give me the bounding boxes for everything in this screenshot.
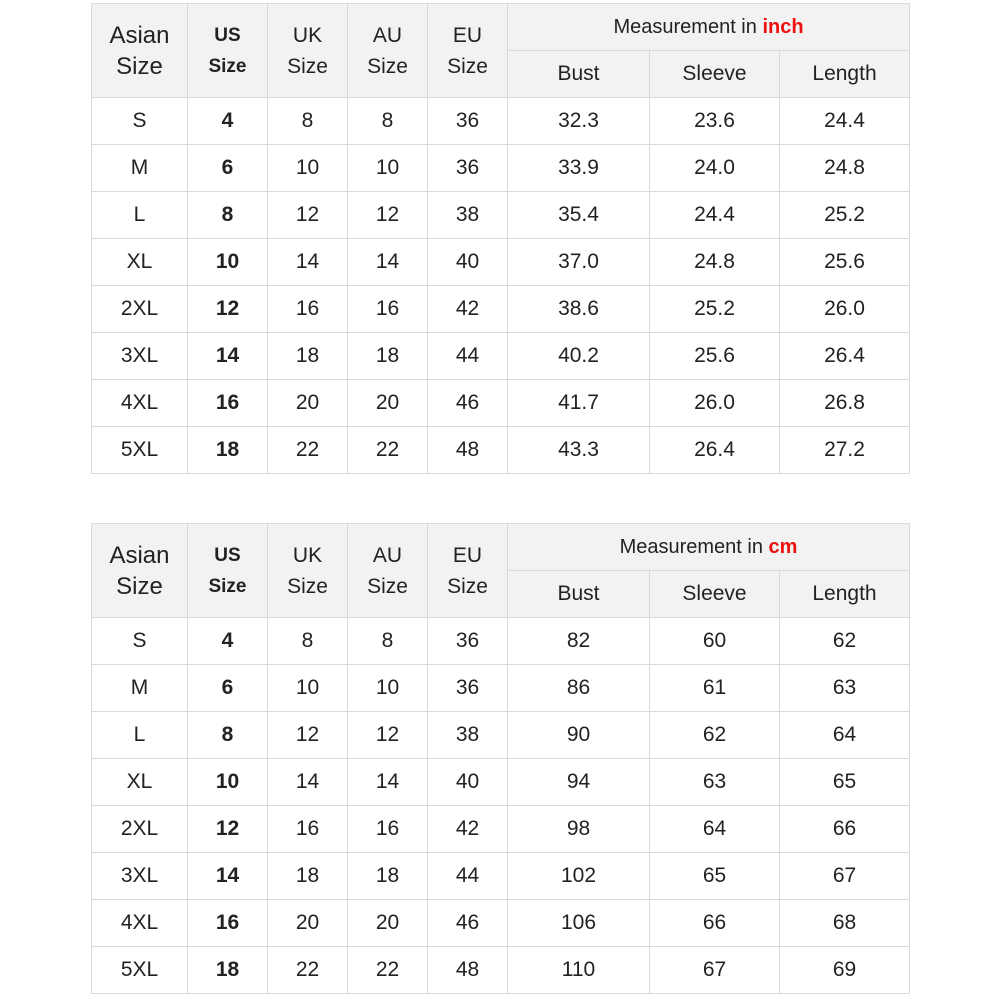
asian-size-cell: S	[92, 618, 188, 665]
eu-size-cell: 42	[428, 806, 508, 853]
table-row	[92, 427, 910, 474]
sleeve-cell: 64	[650, 806, 780, 853]
sleeve-cell: 24.4	[650, 192, 780, 239]
bust-cell: 94	[508, 759, 650, 806]
au-size-cell: 14	[348, 759, 428, 806]
eu-size-cell: 36	[428, 98, 508, 145]
asian-size-cell: XL	[92, 239, 188, 286]
us-size-cell: 4	[188, 98, 268, 145]
us-size-cell: 12	[188, 806, 268, 853]
eu-size-header: EU Size	[428, 524, 508, 618]
uk-size-cell: 14	[268, 759, 348, 806]
size-chart-cm	[91, 523, 910, 994]
uk-size-cell: 20	[268, 380, 348, 427]
au-size-cell: 16	[348, 806, 428, 853]
uk-size-cell: 18	[268, 853, 348, 900]
sleeve-cell: 63	[650, 759, 780, 806]
table-row	[92, 853, 910, 900]
length-cell: 24.4	[780, 98, 910, 145]
length-header: Length	[780, 51, 910, 98]
bust-cell: 41.7	[508, 380, 650, 427]
au-size-cell: 22	[348, 427, 428, 474]
eu-size-cell: 44	[428, 853, 508, 900]
length-cell: 26.4	[780, 333, 910, 380]
au-size-cell: 18	[348, 853, 428, 900]
bust-cell: 40.2	[508, 333, 650, 380]
bust-cell: 106	[508, 900, 650, 947]
eu-size-cell: 48	[428, 947, 508, 994]
bust-cell: 35.4	[508, 192, 650, 239]
us-size-cell: 16	[188, 900, 268, 947]
bust-cell: 82	[508, 618, 650, 665]
uk-size-header: UK Size	[268, 4, 348, 98]
asian-size-cell: L	[92, 712, 188, 759]
asian-size-cell: M	[92, 145, 188, 192]
eu-size-cell: 40	[428, 759, 508, 806]
au-size-cell: 22	[348, 947, 428, 994]
asian-size-cell: L	[92, 192, 188, 239]
table-row	[92, 759, 910, 806]
eu-size-cell: 48	[428, 427, 508, 474]
uk-size-cell: 8	[268, 98, 348, 145]
us-size-cell: 4	[188, 618, 268, 665]
au-size-cell: 14	[348, 239, 428, 286]
uk-size-cell: 10	[268, 145, 348, 192]
size-rows	[92, 98, 910, 474]
au-size-header: AU Size	[348, 4, 428, 98]
table-row	[92, 900, 910, 947]
table-row	[92, 618, 910, 665]
eu-size-cell: 36	[428, 665, 508, 712]
sleeve-cell: 25.2	[650, 286, 780, 333]
asian-size-cell: XL	[92, 759, 188, 806]
length-cell: 25.6	[780, 239, 910, 286]
eu-size-cell: 38	[428, 192, 508, 239]
us-size-cell: 6	[188, 145, 268, 192]
us-size-cell: 18	[188, 427, 268, 474]
asian-size-header: Asian Size	[92, 4, 188, 98]
measurement-header	[508, 524, 910, 571]
asian-size-cell: 5XL	[92, 427, 188, 474]
sleeve-cell: 61	[650, 665, 780, 712]
table-row	[92, 712, 910, 759]
length-cell: 24.8	[780, 145, 910, 192]
table-row	[92, 947, 910, 994]
length-cell: 62	[780, 618, 910, 665]
uk-size-cell: 14	[268, 239, 348, 286]
eu-size-cell: 46	[428, 380, 508, 427]
sleeve-cell: 24.0	[650, 145, 780, 192]
length-cell: 65	[780, 759, 910, 806]
table-row	[92, 239, 910, 286]
measurement-unit: cm	[768, 535, 798, 558]
us-size-cell: 8	[188, 712, 268, 759]
uk-size-cell: 16	[268, 806, 348, 853]
table-row	[92, 286, 910, 333]
uk-size-cell: 8	[268, 618, 348, 665]
uk-size-cell: 12	[268, 192, 348, 239]
length-cell: 26.0	[780, 286, 910, 333]
asian-size-cell: S	[92, 98, 188, 145]
au-size-cell: 20	[348, 900, 428, 947]
measurement-unit: inch	[762, 15, 804, 38]
us-size-cell: 14	[188, 853, 268, 900]
length-cell: 64	[780, 712, 910, 759]
eu-size-cell: 46	[428, 900, 508, 947]
table-row	[92, 333, 910, 380]
sleeve-cell: 66	[650, 900, 780, 947]
uk-size-cell: 22	[268, 947, 348, 994]
us-size-cell: 10	[188, 759, 268, 806]
bust-cell: 110	[508, 947, 650, 994]
sleeve-cell: 65	[650, 853, 780, 900]
sleeve-cell: 23.6	[650, 98, 780, 145]
eu-size-cell: 42	[428, 286, 508, 333]
bust-cell: 90	[508, 712, 650, 759]
us-size-cell: 18	[188, 947, 268, 994]
sleeve-cell: 26.4	[650, 427, 780, 474]
size-rows	[92, 618, 910, 994]
au-size-cell: 12	[348, 192, 428, 239]
asian-size-cell: 3XL	[92, 333, 188, 380]
au-size-cell: 8	[348, 98, 428, 145]
sleeve-header: Sleeve	[650, 51, 780, 98]
table-row	[92, 192, 910, 239]
us-size-cell: 16	[188, 380, 268, 427]
bust-cell: 102	[508, 853, 650, 900]
length-cell: 68	[780, 900, 910, 947]
au-size-cell: 8	[348, 618, 428, 665]
sleeve-cell: 25.6	[650, 333, 780, 380]
au-size-cell: 20	[348, 380, 428, 427]
bust-cell: 98	[508, 806, 650, 853]
length-cell: 69	[780, 947, 910, 994]
us-size-cell: 6	[188, 665, 268, 712]
asian-size-header: Asian Size	[92, 524, 188, 618]
au-size-cell: 16	[348, 286, 428, 333]
length-cell: 67	[780, 853, 910, 900]
bust-cell: 33.9	[508, 145, 650, 192]
us-size-cell: 12	[188, 286, 268, 333]
asian-size-cell: 2XL	[92, 286, 188, 333]
uk-size-cell: 20	[268, 900, 348, 947]
length-cell: 26.8	[780, 380, 910, 427]
sleeve-header: Sleeve	[650, 571, 780, 618]
eu-size-cell: 36	[428, 145, 508, 192]
measurement-label: Measurement in	[619, 535, 769, 558]
length-cell: 63	[780, 665, 910, 712]
bust-cell: 86	[508, 665, 650, 712]
uk-size-cell: 16	[268, 286, 348, 333]
asian-size-cell: M	[92, 665, 188, 712]
eu-size-cell: 36	[428, 618, 508, 665]
au-size-cell: 12	[348, 712, 428, 759]
eu-size-cell: 44	[428, 333, 508, 380]
us-size-header: US Size	[188, 4, 268, 98]
asian-size-cell: 3XL	[92, 853, 188, 900]
au-size-cell: 10	[348, 665, 428, 712]
eu-size-cell: 38	[428, 712, 508, 759]
au-size-cell: 18	[348, 333, 428, 380]
au-size-header: AU Size	[348, 524, 428, 618]
measurement-header	[508, 4, 910, 51]
bust-header: Bust	[508, 51, 650, 98]
bust-cell: 38.6	[508, 286, 650, 333]
asian-size-cell: 4XL	[92, 900, 188, 947]
au-size-cell: 10	[348, 145, 428, 192]
us-size-cell: 8	[188, 192, 268, 239]
table-row	[92, 380, 910, 427]
us-size-cell: 10	[188, 239, 268, 286]
measurement-label: Measurement in	[613, 15, 763, 38]
length-header: Length	[780, 571, 910, 618]
us-size-header: US Size	[188, 524, 268, 618]
uk-size-cell: 12	[268, 712, 348, 759]
asian-size-cell: 2XL	[92, 806, 188, 853]
table-row	[92, 665, 910, 712]
uk-size-cell: 22	[268, 427, 348, 474]
asian-size-cell: 4XL	[92, 380, 188, 427]
sleeve-cell: 60	[650, 618, 780, 665]
bust-cell: 43.3	[508, 427, 650, 474]
table-row	[92, 98, 910, 145]
length-cell: 25.2	[780, 192, 910, 239]
bust-cell: 37.0	[508, 239, 650, 286]
sleeve-cell: 26.0	[650, 380, 780, 427]
uk-size-cell: 18	[268, 333, 348, 380]
sleeve-cell: 62	[650, 712, 780, 759]
uk-size-cell: 10	[268, 665, 348, 712]
us-size-cell: 14	[188, 333, 268, 380]
length-cell: 27.2	[780, 427, 910, 474]
sleeve-cell: 67	[650, 947, 780, 994]
uk-size-header: UK Size	[268, 524, 348, 618]
eu-size-cell: 40	[428, 239, 508, 286]
eu-size-header: EU Size	[428, 4, 508, 98]
bust-header: Bust	[508, 571, 650, 618]
length-cell: 66	[780, 806, 910, 853]
table-row	[92, 145, 910, 192]
table-row	[92, 806, 910, 853]
bust-cell: 32.3	[508, 98, 650, 145]
size-chart-inch	[91, 3, 910, 474]
asian-size-cell: 5XL	[92, 947, 188, 994]
sleeve-cell: 24.8	[650, 239, 780, 286]
